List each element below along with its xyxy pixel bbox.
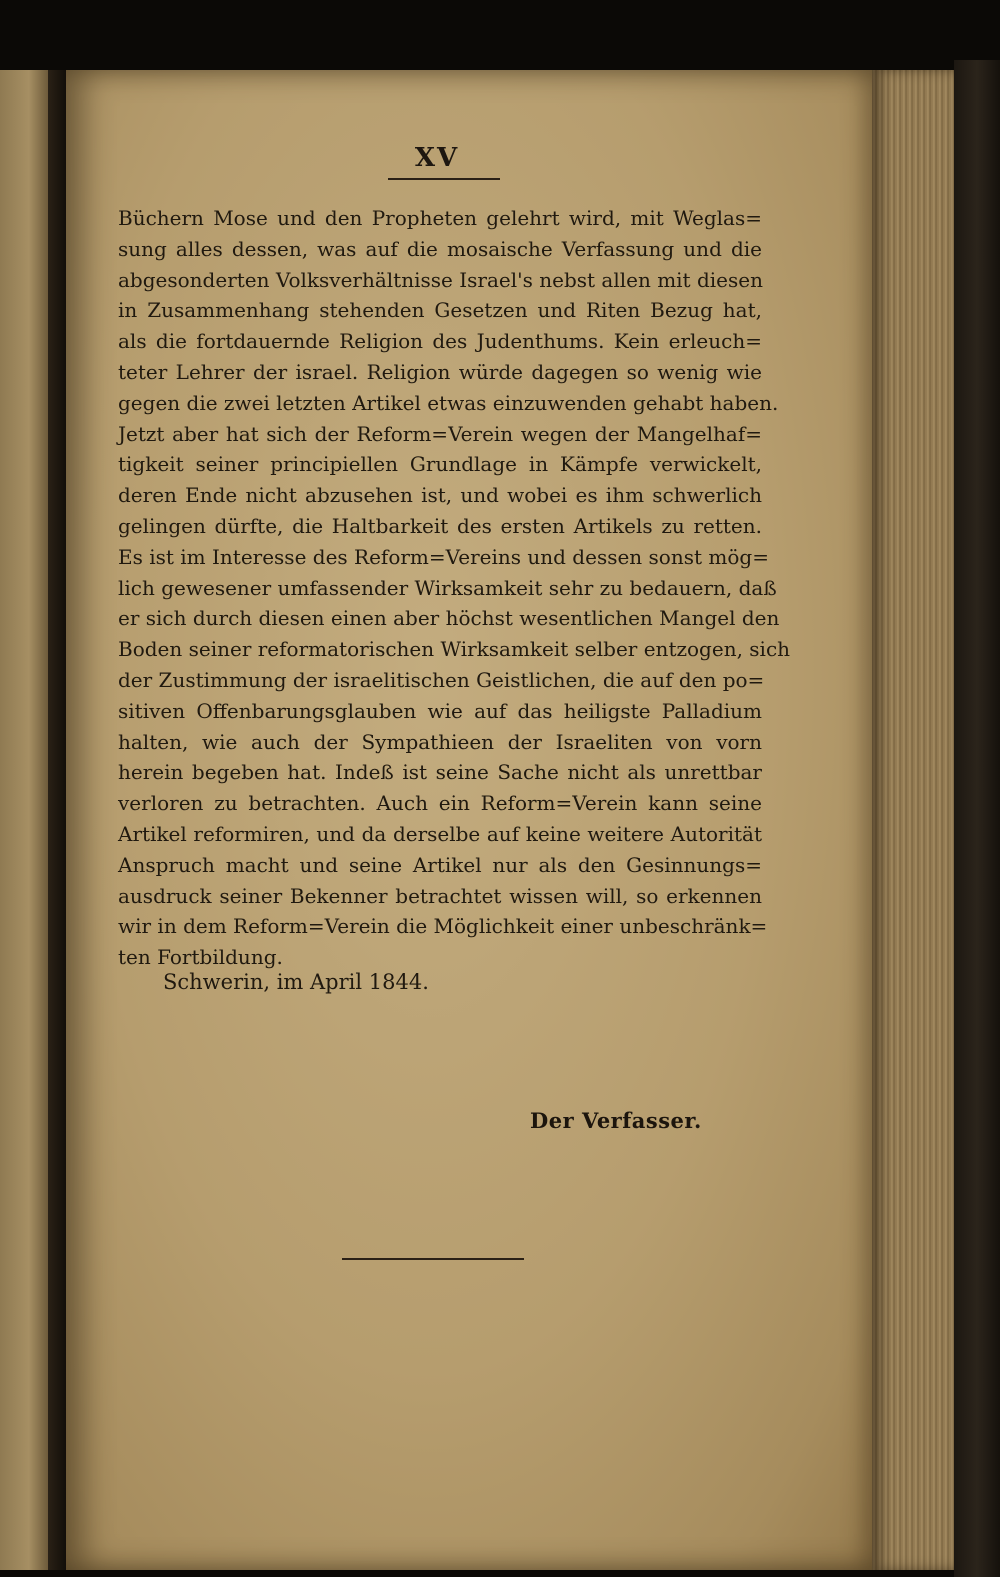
closing-rule — [342, 1258, 524, 1260]
text-line: wir in dem Reform=Verein die Möglichkeit einer unbeschränk= — [118, 914, 768, 939]
book-gutter — [48, 70, 66, 1570]
page-block-edges — [872, 70, 954, 1570]
text-line: deren Ende nicht abzusehen ist, und wobei es ihm schwerlich — [118, 483, 762, 508]
text-line: verloren zu betrachten. Auch ein Reform=Verein kann seine — [118, 791, 762, 816]
text-line: als die fortdauernde Religion des Judenthums. Kein erleuch= — [118, 329, 762, 354]
author-signature: Der Verfasser. — [530, 1108, 702, 1133]
text-line: Anspruch macht und seine Artikel nur als den Gesinnungs= — [118, 852, 762, 877]
text-line: abgesonderten Volksverhältnisse Israel's nebst allen mit diesen — [118, 267, 763, 292]
text-line: lich gewesener umfassender Wirksamkeit sehr zu bedauern, daß — [118, 575, 777, 600]
text-line: ten Fortbildung. — [118, 945, 283, 970]
text-line: Jetzt aber hat sich der Reform=Verein wegen der Mangelhaf= — [118, 421, 762, 446]
text-line: herein begeben hat. Indeß ist seine Sache nicht als unrettbar — [118, 760, 762, 785]
text-line: Boden seiner reformatorischen Wirksamkeit selber entzogen, sich — [118, 637, 791, 662]
header-rule — [388, 178, 500, 180]
text-line: tigkeit seiner principiellen Grundlage in Kämpfe verwickelt, — [118, 452, 762, 477]
body-text — [118, 203, 791, 973]
place-date: Schwerin, im April 1844. — [163, 970, 429, 994]
text-line: Büchern Mose und den Propheten gelehrt wird, mit Weglas= — [118, 206, 762, 230]
text-line: sung alles dessen, was auf die mosaische Verfassung und die — [118, 236, 762, 261]
text-line: halten, wie auch der Sympathieen der Israeliten von vorn — [118, 729, 762, 754]
book-cover — [954, 60, 1000, 1577]
text-line: Artikel reformiren, und da derselbe auf keine weitere Autorität — [118, 821, 762, 846]
text-line: teter Lehrer der israel. Religion würde dagegen so wenig wie — [118, 359, 762, 384]
text-line: in Zusammenhang stehenden Gesetzen und Riten Bezug hat, — [118, 298, 762, 323]
text-line: ausdruck seiner Bekenner betrachtet wissen will, so erkennen — [118, 883, 762, 908]
text-line: gegen die zwei letzten Artikel etwas einzuwenden gehabt haben. — [118, 390, 779, 415]
text-line: Es ist im Interesse des Reform=Vereins und dessen sonst mög= — [118, 544, 769, 569]
page-number: XV — [414, 143, 460, 173]
text-line: er sich durch diesen einen aber höchst wesentlichen Mangel den — [118, 606, 780, 631]
previous-page-edge — [0, 70, 48, 1570]
text-line: sitiven Offenbarungsglauben wie auf das heiligste Palladium — [118, 698, 762, 723]
text-line: gelingen dürfte, die Haltbarkeit des ersten Artikels zu retten. — [118, 513, 762, 538]
text-line: der Zustimmung der israelitischen Geistlichen, die auf den po= — [118, 667, 765, 692]
